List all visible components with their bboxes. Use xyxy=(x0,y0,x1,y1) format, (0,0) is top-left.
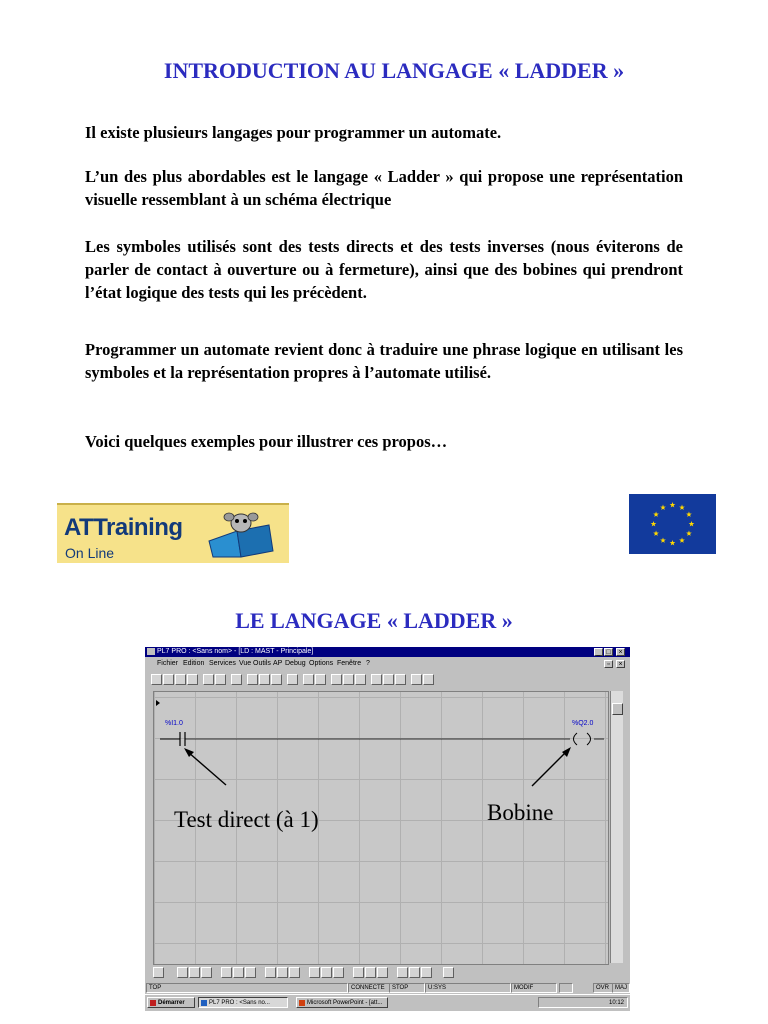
contact-label: %I1.0 xyxy=(165,720,183,727)
paragraph-ladder: L’un des plus abordables est le langage « Ladder » qui propose une représentation visuelle ressemblant à un schéma électrique xyxy=(85,167,683,209)
coil-reset-button[interactable] xyxy=(309,967,320,978)
main-toolbar xyxy=(147,672,628,688)
run-button[interactable] xyxy=(331,674,342,685)
pl7-pro-window xyxy=(145,647,630,1010)
child-restore-button[interactable]: ▫ xyxy=(604,660,613,668)
timer-button[interactable] xyxy=(397,967,408,978)
app-icon xyxy=(147,648,155,655)
taskbar-item-pl7[interactable] xyxy=(198,997,288,1008)
taskbar-item-powerpoint[interactable] xyxy=(296,997,388,1008)
status-bar xyxy=(145,982,630,992)
pl7-icon xyxy=(201,1000,207,1006)
find-button[interactable] xyxy=(259,674,270,685)
coil-inv-button[interactable] xyxy=(277,967,288,978)
annotation-test-direct: Test direct (à 1) xyxy=(174,807,319,832)
monostable-button[interactable] xyxy=(421,967,432,978)
view-button-3[interactable] xyxy=(395,674,406,685)
child-close-button[interactable]: × xyxy=(616,660,625,668)
windows-logo-icon xyxy=(150,1000,156,1006)
powerpoint-icon xyxy=(299,1000,305,1006)
menu-outils[interactable]: Outils xyxy=(253,660,271,667)
minimize-button[interactable]: _ xyxy=(594,648,603,656)
view-button-2[interactable] xyxy=(383,674,394,685)
eu-flag-icon xyxy=(629,494,716,554)
scrollbar-thumb[interactable] xyxy=(612,703,623,715)
clock: 10:12 xyxy=(608,1000,624,1006)
page-title: INTRODUCTION AU LANGAGE « LADDER » xyxy=(163,58,625,83)
operate-block-button[interactable] xyxy=(365,967,376,978)
jump-button[interactable] xyxy=(321,967,332,978)
compare-block-button[interactable] xyxy=(353,967,364,978)
menu-fenetre[interactable]: Fenêtre xyxy=(337,660,362,667)
menu-debug[interactable]: Debug xyxy=(285,660,306,667)
menu-help[interactable]: ? xyxy=(366,660,370,667)
save-button[interactable] xyxy=(175,674,186,685)
function-block-button[interactable] xyxy=(377,967,388,978)
status-connection: CONNECTE xyxy=(348,983,390,993)
maximize-button[interactable]: □ xyxy=(604,648,613,656)
ladder-editor-canvas[interactable] xyxy=(153,691,609,965)
ladder-symbol-toolbar xyxy=(147,965,628,981)
status-run-state: STOP xyxy=(389,983,425,993)
coil-label: %Q2.0 xyxy=(572,720,594,727)
coil-button[interactable] xyxy=(265,967,276,978)
connect-button[interactable] xyxy=(315,674,326,685)
paragraph-symbols: Les symboles utilisés sont des tests directs et des tests inverses (nous éviterons de parler de contact à ouverture ou à fermeture), ainsi que des bobines qui prendront l’état logique des tests qui les précèdent. xyxy=(85,237,683,302)
start-button[interactable] xyxy=(147,997,195,1008)
section-title: LE LANGAGE « LADDER » xyxy=(235,608,513,633)
status-maj: MAJ xyxy=(612,983,630,993)
help-button[interactable] xyxy=(423,674,434,685)
view-button-1[interactable] xyxy=(371,674,382,685)
contact-no-button[interactable] xyxy=(177,967,188,978)
coil-set-button[interactable] xyxy=(289,967,300,978)
close-button[interactable]: × xyxy=(616,648,625,656)
link-button[interactable] xyxy=(443,967,454,978)
return-button[interactable] xyxy=(333,967,344,978)
help-context-button[interactable] xyxy=(411,674,422,685)
windows-taskbar xyxy=(145,994,630,1011)
replace-button[interactable] xyxy=(271,674,282,685)
cut-button[interactable] xyxy=(231,674,242,685)
variables-button[interactable] xyxy=(287,674,298,685)
taskbar-item-pl7-label: PL7 PRO : <Sans no... xyxy=(209,1000,270,1006)
redo-button[interactable] xyxy=(215,674,226,685)
annotation-bobine: Bobine xyxy=(487,800,554,825)
status-user: U:SYS xyxy=(425,983,511,993)
menu-ap[interactable]: AP xyxy=(273,660,283,667)
contact-nc-button[interactable] xyxy=(189,967,200,978)
paragraph-programming: Programmer un automate revient donc à traduire une phrase logique en utilisant les symboles et la représentation propres à l’automate utilisé. xyxy=(85,340,683,382)
print-button[interactable] xyxy=(187,674,198,685)
vertical-scrollbar[interactable] xyxy=(610,691,623,963)
status-modif: MODIF xyxy=(511,983,557,993)
contact-fall-button[interactable] xyxy=(221,967,232,978)
menu-edition[interactable]: Edition xyxy=(183,660,205,667)
animate-button[interactable] xyxy=(343,674,354,685)
menu-fichier[interactable]: Fichier xyxy=(157,660,179,667)
status-top: TOP xyxy=(146,983,348,993)
paragraph-examples: Voici quelques exemples pour illustrer ces propos… xyxy=(85,432,448,451)
attraining-logo xyxy=(57,503,289,563)
counter-button[interactable] xyxy=(409,967,420,978)
undo-button[interactable] xyxy=(203,674,214,685)
vline-button[interactable] xyxy=(245,967,256,978)
system-tray xyxy=(538,997,628,1008)
transfer-button[interactable] xyxy=(303,674,314,685)
taskbar-item-powerpoint-label: Microsoft PowerPoint - [att... xyxy=(307,1000,383,1006)
menu-services[interactable]: Services xyxy=(209,660,236,667)
open-button[interactable] xyxy=(163,674,174,685)
hline-button[interactable] xyxy=(233,967,244,978)
paragraph-intro: Il existe plusieurs langages pour programmer un automate. xyxy=(85,123,502,142)
cursor-tool-button[interactable] xyxy=(153,967,164,978)
status-indicator xyxy=(559,983,573,993)
window-title: PL7 PRO : <Sans nom> - [LD : MAST - Principale] xyxy=(157,648,314,655)
new-button[interactable] xyxy=(151,674,162,685)
logo-title: ATTraining xyxy=(64,514,183,541)
debug-button[interactable] xyxy=(355,674,366,685)
menu-options[interactable]: Options xyxy=(309,660,334,667)
window-titlebar[interactable] xyxy=(145,647,630,657)
menu-vue[interactable]: Vue xyxy=(239,660,252,667)
contact-rise-button[interactable] xyxy=(201,967,212,978)
menu-bar xyxy=(145,659,630,669)
logo-subtitle: On Line xyxy=(65,545,115,561)
copy-button[interactable] xyxy=(247,674,258,685)
reading-mascot-icon xyxy=(207,511,277,559)
start-label: Démarrer xyxy=(158,1000,185,1006)
status-ovr: OVR xyxy=(593,983,613,993)
